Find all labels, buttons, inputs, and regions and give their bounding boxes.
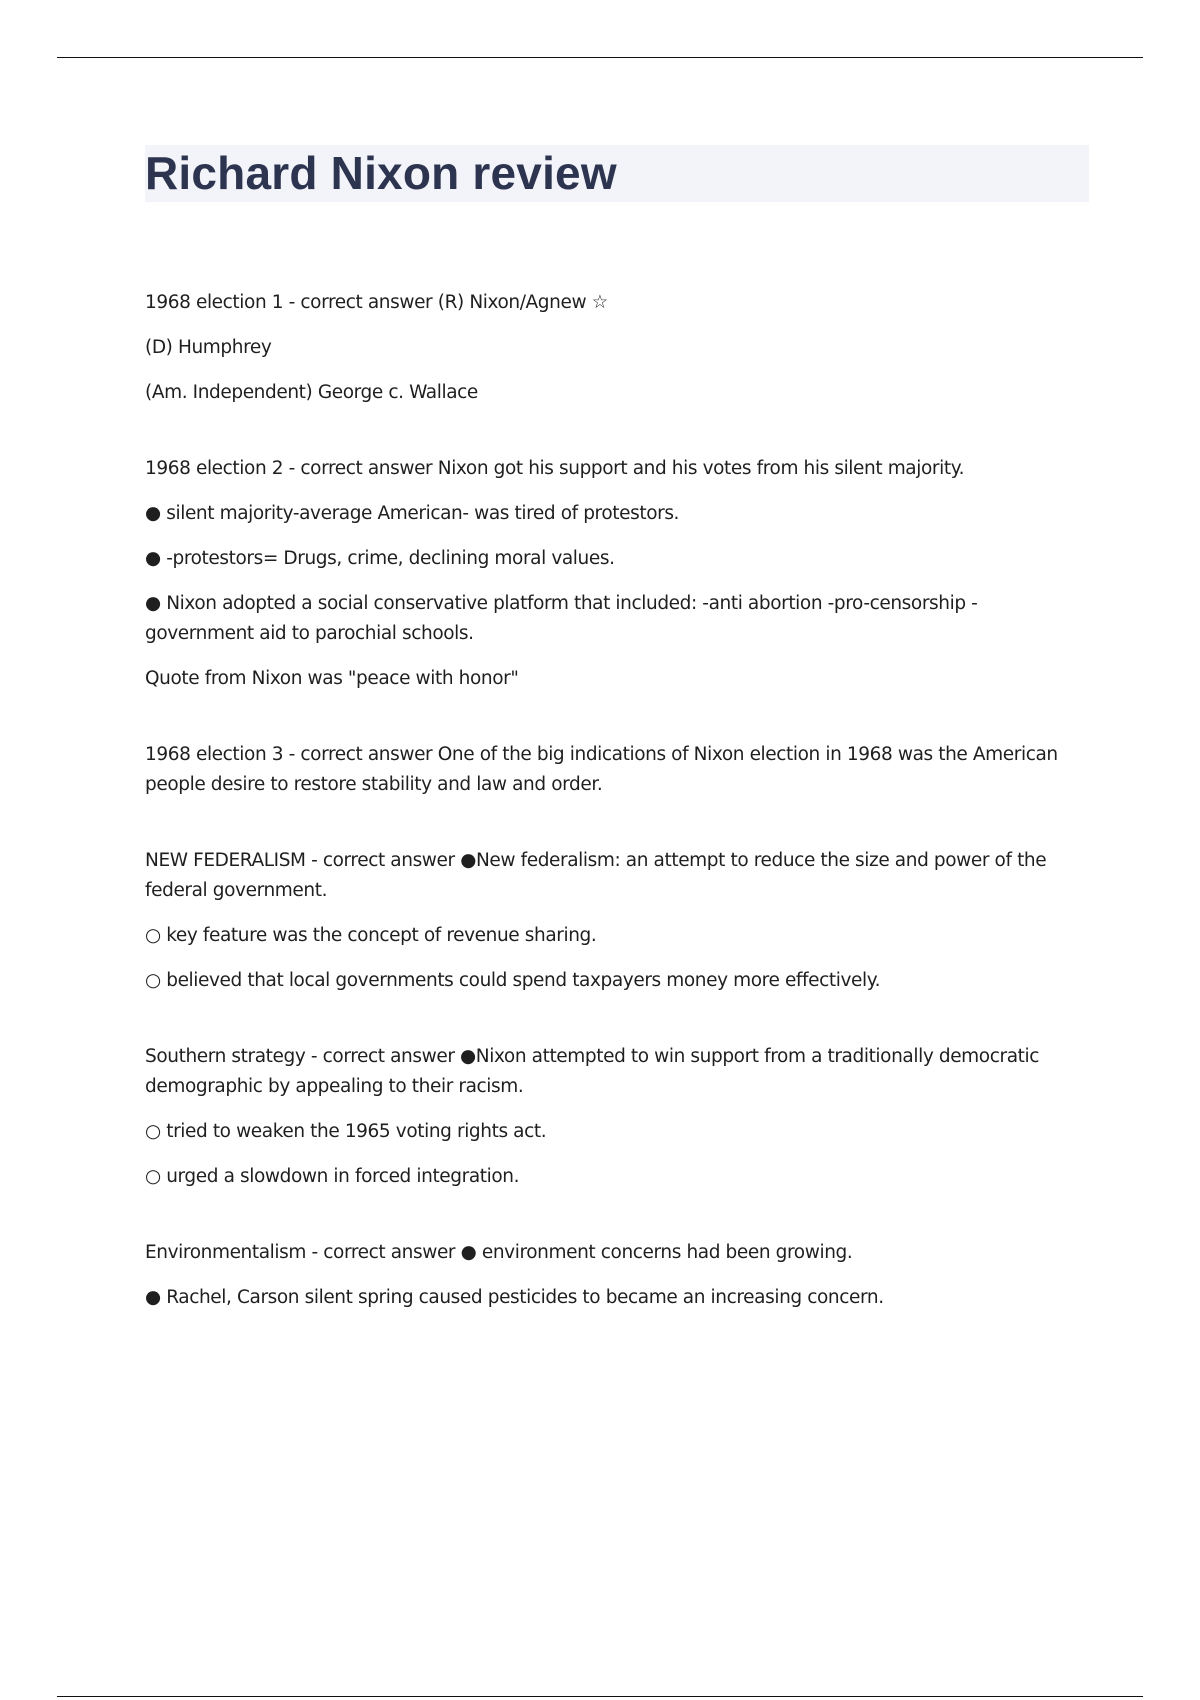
flashcard-term: 1968 election 2 xyxy=(145,458,284,479)
flashcard xyxy=(145,1042,1075,1192)
answer-text: ●New federalism: an attempt to reduce the size and power of the federal government. xyxy=(145,850,1047,901)
flashcard xyxy=(145,1238,1075,1313)
answer-line: (D) Humphrey xyxy=(145,337,272,358)
flashcard xyxy=(145,288,1075,408)
flashcard-question-line xyxy=(145,454,1075,484)
answer-line: ● Nixon adopted a social conservative platform that included: -anti abortion -pro-censorship -government aid to parochial schools. xyxy=(145,593,978,644)
flashcard xyxy=(145,740,1075,800)
answer-line: (Am. Independent) George c. Wallace xyxy=(145,382,478,403)
document-title: Richard Nixon review xyxy=(145,147,617,199)
answer-label: correct answer xyxy=(323,1242,456,1263)
flashcard-term: NEW FEDERALISM xyxy=(145,850,306,871)
term-separator: - xyxy=(283,744,301,765)
term-separator: - xyxy=(283,458,301,479)
page-bottom-rule xyxy=(57,1696,1143,1697)
answer-line: ○ believed that local governments could spend taxpayers money more effectively. xyxy=(145,970,881,991)
answer-line: ● Rachel, Carson silent spring caused pesticides to became an increasing concern. xyxy=(145,1287,884,1308)
term-separator: - xyxy=(305,1046,323,1067)
flashcard-question-line xyxy=(145,740,1075,800)
flashcard-question-line xyxy=(145,1042,1075,1102)
answer-label: correct answer xyxy=(300,292,433,313)
flashcard-term: Environmentalism xyxy=(145,1242,307,1263)
term-separator: - xyxy=(305,850,323,871)
answer-line: ○ tried to weaken the 1965 voting rights act. xyxy=(145,1121,547,1142)
answer-line: ● silent majority-average American- was tired of protestors. xyxy=(145,503,680,524)
answer-text: ●Nixon attempted to win support from a traditionally democratic demographic by appealing to their racism. xyxy=(145,1046,1039,1097)
answer-text: (R) Nixon/Agnew ☆ xyxy=(437,292,608,313)
answer-line: ● -protestors= Drugs, crime, declining moral values. xyxy=(145,548,615,569)
flashcard-term: Southern strategy xyxy=(145,1046,306,1067)
answer-line: ○ key feature was the concept of revenue sharing. xyxy=(145,925,597,946)
flashcard-question-line xyxy=(145,846,1075,906)
answer-line: ○ urged a slowdown in forced integration. xyxy=(145,1166,520,1187)
answer-text: Nixon got his support and his votes from his silent majority. xyxy=(437,458,965,479)
answer-text: One of the big indications of Nixon election in 1968 was the American people desire to restore stability and law and order. xyxy=(145,744,1058,795)
answer-label: correct answer xyxy=(300,744,433,765)
answer-label: correct answer xyxy=(322,1046,455,1067)
flashcard-list xyxy=(145,288,1075,1359)
term-separator: - xyxy=(283,292,301,313)
answer-label: correct answer xyxy=(300,458,433,479)
flashcard-term: 1968 election 1 xyxy=(145,292,284,313)
flashcard xyxy=(145,846,1075,996)
answer-text: ● environment concerns had been growing. xyxy=(460,1242,853,1263)
term-separator: - xyxy=(306,1242,324,1263)
flashcard xyxy=(145,454,1075,694)
flashcard-question-line xyxy=(145,1238,1075,1268)
page-top-rule xyxy=(57,57,1143,58)
flashcard-question-line xyxy=(145,288,1075,318)
answer-line: Quote from Nixon was "peace with honor" xyxy=(145,668,519,689)
flashcard-term: 1968 election 3 xyxy=(145,744,284,765)
answer-label: correct answer xyxy=(322,850,455,871)
